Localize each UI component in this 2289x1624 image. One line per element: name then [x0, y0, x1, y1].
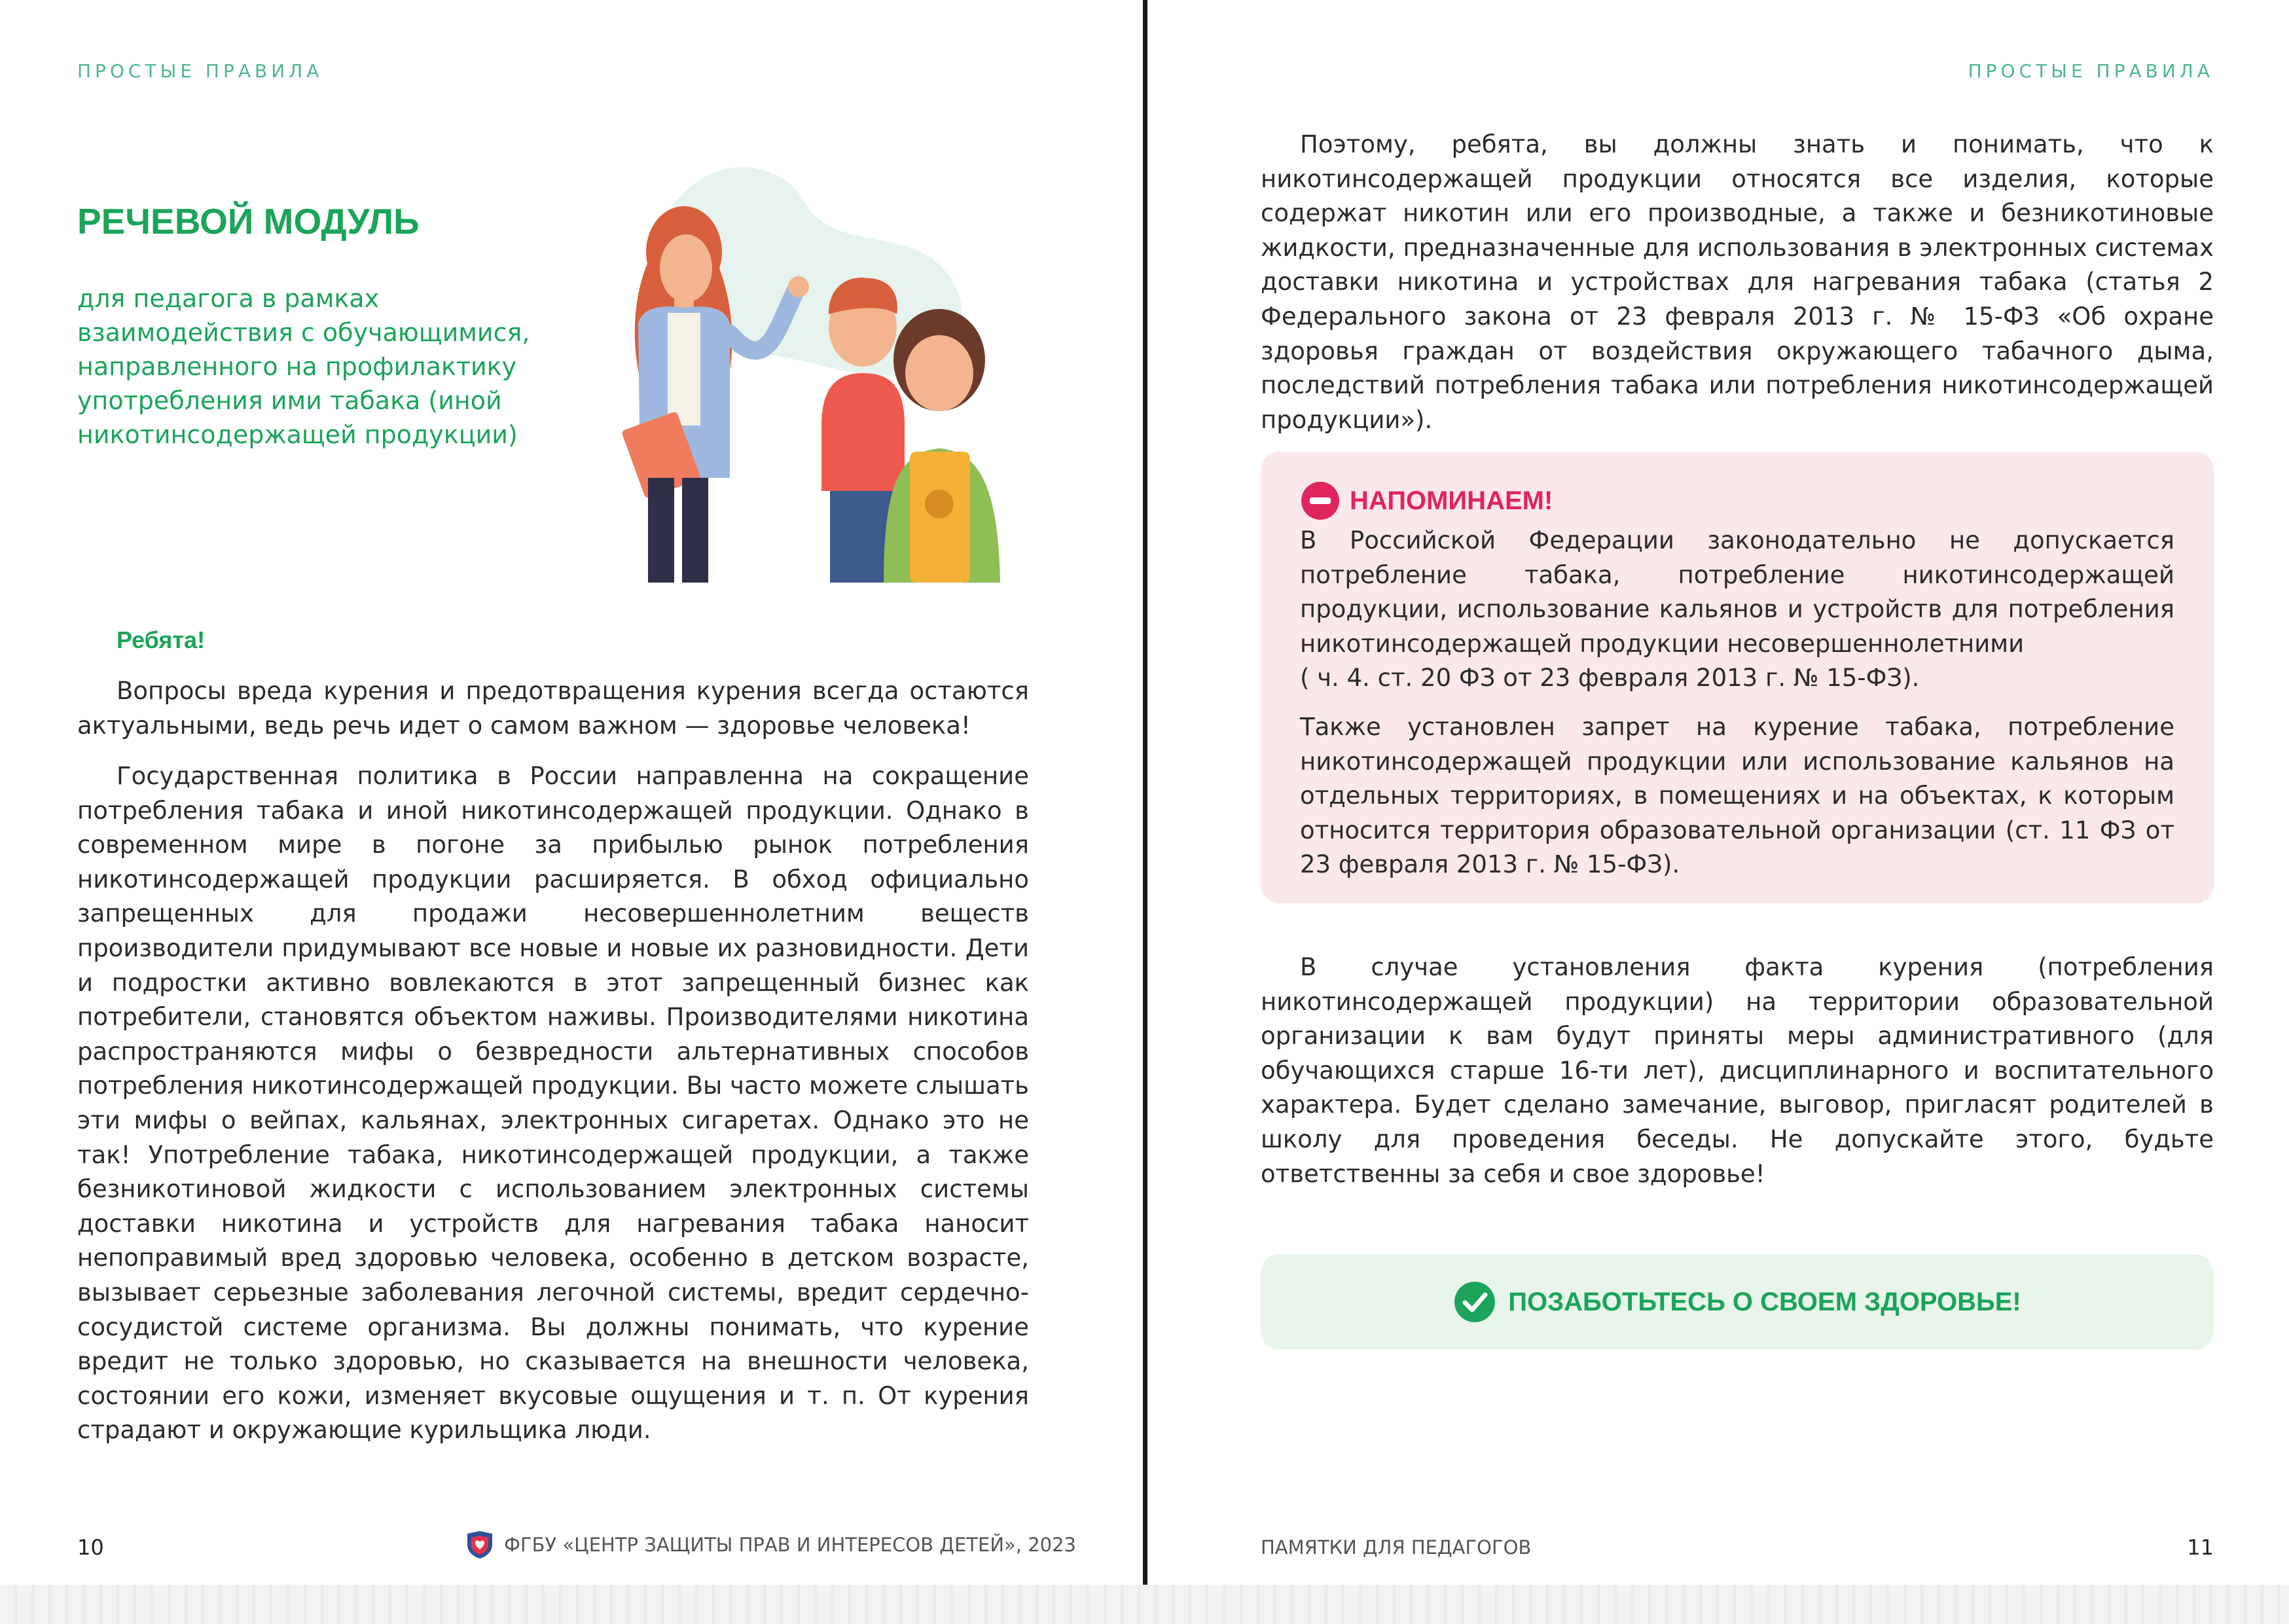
health-callout — [1261, 1254, 2214, 1350]
check-circle-icon — [1453, 1280, 1496, 1324]
reminder-header — [1300, 480, 1553, 521]
greeting: Ребята! — [117, 626, 206, 653]
reminder-paragraph-2: Также установлен запрет на курение табака, потребление никотинсодержащей продукции или использование кальянов на отдельных территориях, в помещениях и на объектах, к которым относится территория образовательной организации (ст. 11 ФЗ от 23 февраля 2013 г. № 15-ФЗ). — [1300, 713, 2174, 879]
footer-org-text: ФГБУ «ЦЕНТР ЗАЩИТЫ ПРАВ И ИНТЕРЕСОВ ДЕТЕЙ», 2023 — [504, 1534, 1076, 1556]
callout-text: ПОЗАБОТЬТЕСЬ О СВОЕМ ЗДОРОВЬЕ! — [1508, 1287, 2021, 1316]
organization-logo-icon — [465, 1530, 495, 1560]
page-subtitle: для педагога в рамках взаимодействия с обучающимися, направленного на профилактику употребления ими табака (иной никотинсодержащей продукции) — [77, 284, 530, 449]
teacher-and-kids-illustration — [569, 151, 1041, 583]
footer-label: ПАМЯТКИ ДЛЯ ПЕДАГОГОВ — [1261, 1536, 1532, 1559]
footer-organization — [465, 1530, 1076, 1560]
reminder-paragraph-1-reference: ( ч. 4. ст. 20 ФЗ от 23 февраля 2013 г. № 15-ФЗ). — [1300, 664, 1920, 693]
intro-paragraph: Поэтому, ребята, вы должны знать и понимать, что к никотинсодержащей продукции относятся все изделия, которые содержат никотин или его производные, а также и безникотиновые жидкости, предназначенные для использования в электронных системах доставки никотина и устройствах для нагревания табака (статья 2 Федерального закона от 23 февраля 2013 г. № 15-ФЗ «Об охране здоровья граждан от воздействия окружающего табачного дыма, последствий потребления табака или потребления никотинсодержащей продукции»). — [1261, 130, 2214, 434]
right-page — [1147, 0, 2289, 1624]
running-head-right: ПРОСТЫЕ ПРАВИЛА — [1968, 60, 2214, 82]
page-number-right: 11 — [2187, 1535, 2214, 1560]
reminder-title: НАПОМИНАЕМ! — [1350, 486, 1553, 515]
left-page — [0, 0, 1143, 1624]
reminder-paragraph-1 — [1300, 524, 2174, 696]
paragraph-1: Вопросы вреда курения и предотвращения курения всегда остаются актуальными, ведь речь идет о самом важном — здоровье человека! — [77, 677, 1029, 740]
bottom-band — [0, 1585, 2289, 1624]
paragraph-2: Государственная политика в России направленна на сокращение потребления табака и иной никотинсодержащей продукции. Однако в современном мире в погоне за прибылью рынок потребления никотинсодержащей продукции расширяется. В обход официально запрещенных для продажи несовершеннолетним веществ производители придумывают все новые и новые их разновидности. Дети и подростки активно вовлекаются в этот запрещенный бизнес как потребители, становятся объектом наживы. Производителями никотина распространяются мифы о безвредности альтернативных способов потребления никотинсодержащей продукции. Вы часто можете слышать эти мифы о вейпах, кальянах, электронных сигаретах. Однако это не так! Употребление табака, никотинсодержащей продукции, а также безникотиновой жидкости с использованием электронных системы доставки никотина и устройств для нагревания табака наносит непоправимый вред здоровью человека, особенно в детском возрасте, вызывает серьезные заболевания легочной системы, вредит сердечно-сосудистой системе организма. Вы должны понимать, что курение вредит не только здоровью, но сказывается на внешности человека, состоянии его кожи, изменяет вкусовые ощущения и т. п. От курения страдают и окружающие курильщика люди. — [77, 762, 1029, 1445]
reminder-paragraph-1-text: В Российской Федерации законодательно не допускается потребление табака, потребление никотинсодержащей продукции, использование кальянов и устройств для потребления никотинсодержащей продукции несовершеннолетними — [1300, 526, 2174, 658]
reminder-box — [1261, 452, 2214, 903]
spread-gutter — [1143, 0, 1147, 1624]
page-number: 10 — [77, 1535, 104, 1560]
running-head: ПРОСТЫЕ ПРАВИЛА — [77, 60, 323, 82]
consequences-paragraph: В случае установления факта курения (потребления никотинсодержащей продукции) на территории образовательной организации к вам будут приняты меры административного (для обучающихся старше 16-ти лет), дисциплинарного и воспитательного характера. Будет сделано замечание, выговор, пригласят родителей в школу для проведения беседы. Не допускайте этого, будьте ответственны за себя и свое здоровье! — [1261, 953, 2214, 1188]
page-title: РЕЧЕВОЙ МОДУЛЬ — [77, 201, 420, 242]
minus-circle-icon — [1300, 480, 1341, 521]
